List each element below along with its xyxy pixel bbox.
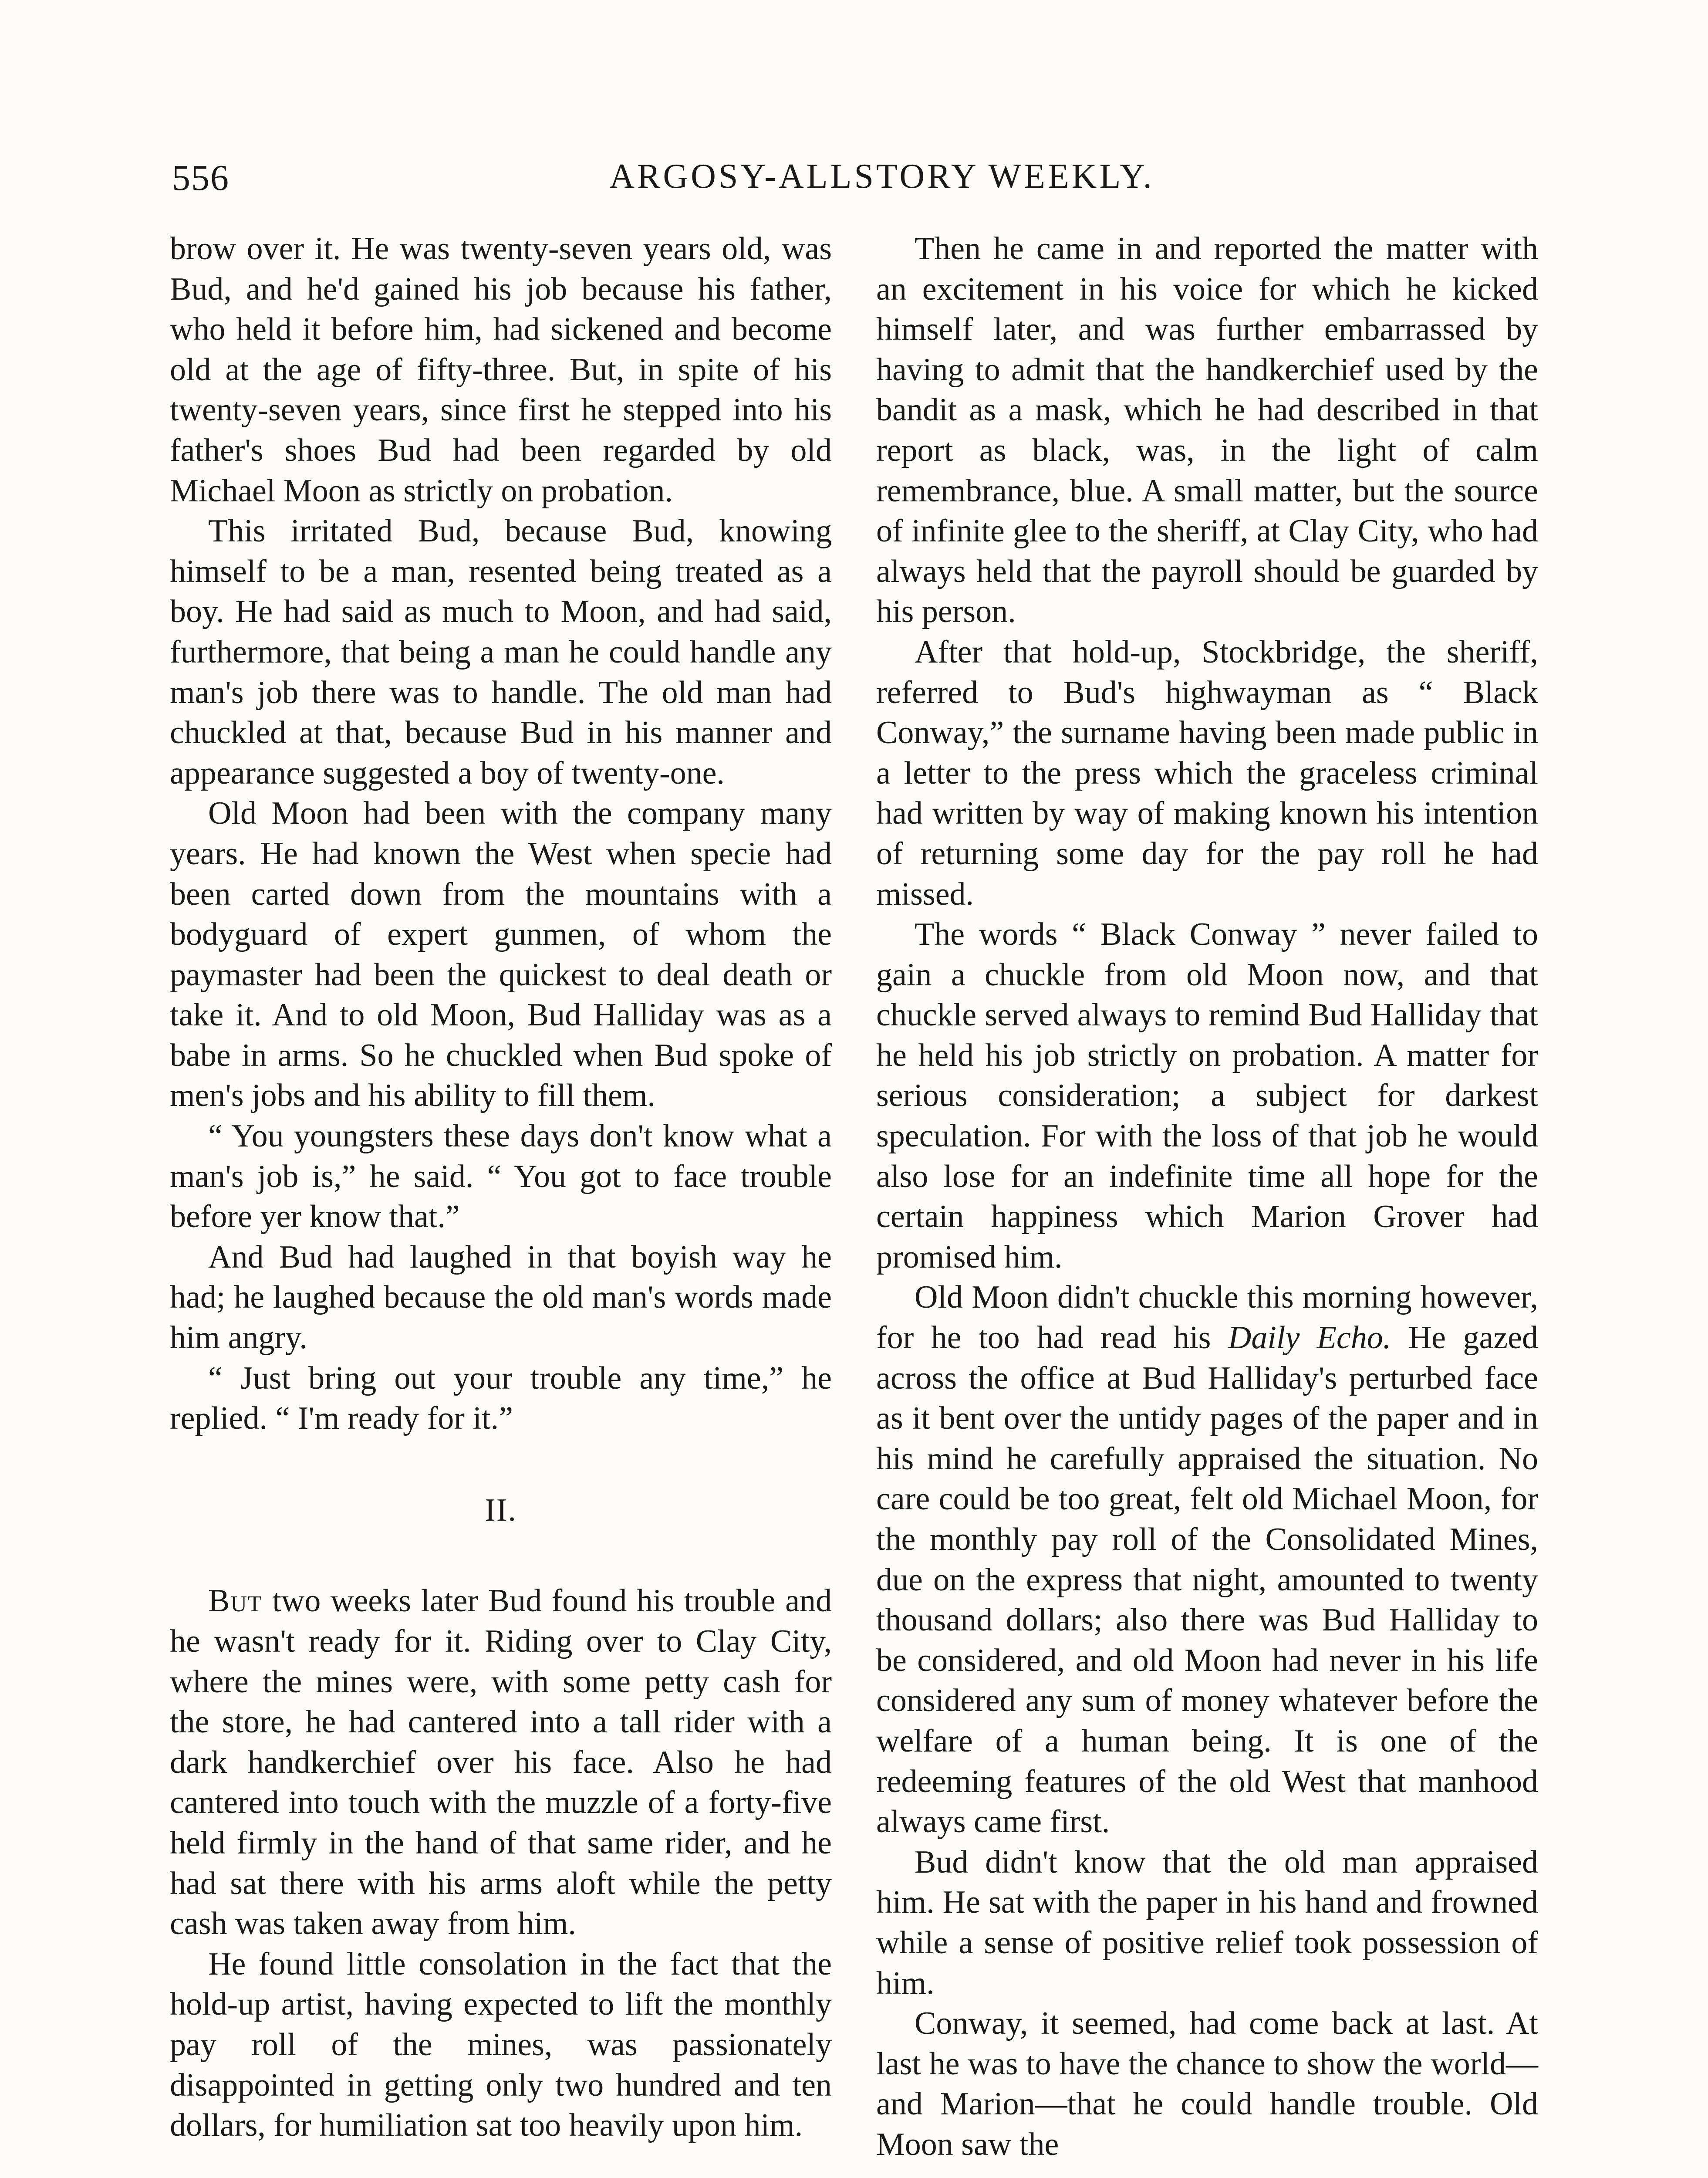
- paragraph: Old Moon had been with the company many years. He had known the West when specie had been carted down from the mountains with a bodyguard of expert gunmen, of whom the paymaster had been the quickest to deal death or take it. And to old Moon, Bud Halliday was as a babe in arms. So he chuckled when Bud spoke of men's jobs and his ability to fill them.: [170, 795, 832, 1114]
- paragraph: Bud didn't know that the old man appraised him. He sat with the paper in his hand and frowned while a sense of positive relief took possession of him.: [876, 1844, 1538, 2001]
- paragraph: After that hold-up, Stockbridge, the sheriff, referred to Bud's highwayman as “ Black Conway,” the surname having been made public in a letter to the press which the graceless criminal had written by way of making known his intention of returning some day for the pay roll he had missed.: [876, 634, 1538, 912]
- paragraph-text: Old Moon didn't chuckle this morning however, for he too had read his: [876, 1279, 1538, 1356]
- paragraph-text: He gazed across the office at Bud Halliday's perturbed face as it bent over the untidy pages of the paper and in his mind he carefully appraised the situation. No care could be too great, felt old Michael Moon, for the monthly pay roll of the Consolidated Mines, due on the express that night, amounted to twenty thousand dollars; also there was Bud Halliday to be considered, and old Moon had never in his life considered any sum of money whatever before the welfare of a human being. It is one of the redeeming features of the old West that manhood always came first.: [876, 1320, 1539, 1840]
- paragraph: brow over it. He was twenty-seven years old, was Bud, and he'd gained his job because his father, who held it before him, had sickened and become old at the age of fifty-three. But, in spite of his twenty-seven years, since first he stepped into his father's shoes Bud had been regarded by old Michael Moon as strictly on probation.: [170, 231, 832, 509]
- paragraph-text: two weeks later Bud found his trouble and he wasn't ready for it. Riding over to Clay City, where the mines were, with some petty cash for the store, he had cantered into a tall rider with a dark handkerchief over his face. Also he had cantered into touch with the muzzle of a forty-five held firmly in the hand of that same rider, and he had sat there with his arms aloft while the petty cash was taken away from him.: [170, 1583, 832, 1942]
- paragraph: “ Just bring out your trouble any time,” he replied. “ I'm ready for it.”: [170, 1360, 832, 1437]
- lead-word: But: [208, 1583, 263, 1619]
- newspaper-name: Daily Echo.: [1228, 1320, 1391, 1356]
- paragraph: This irritated Bud, because Bud, knowing himself to be a man, resented being treated as a boy. He had said as much to Moon, and had said, furthermore, that being a man he could handle any man's job there was to handle. The old man had chuckled at that, because Bud in his manner and appearance suggested a boy of twenty-one.: [170, 513, 832, 791]
- paragraph: Conway, it seemed, had come back at last. At last he was to have the chance to show the world—and Marion—that he could handle trouble. Old Moon saw the: [876, 2006, 1538, 2162]
- page-number: 556: [172, 158, 230, 198]
- paragraph: “ You youngsters these days don't know what a man's job is,” he said. “ You got to face trouble before yer know that.”: [170, 1118, 832, 1235]
- left-column: [170, 229, 832, 2146]
- magazine-title: ARGOSY-ALLSTORY WEEKLY.: [609, 157, 1154, 196]
- paragraph: Then he came in and reported the matter with an excitement in his voice for which he kicked himself later, and was further embarrassed by having to admit that the handkerchief used by the bandit as a mask, which he had described in that report as black, was, in the light of calm remembrance, blue. A small matter, but the source of infinite glee to the sheriff, at Clay City, who had always held that the payroll should be guarded by his person.: [876, 231, 1538, 630]
- paragraph: He found little consolation in the fact that the hold-up artist, having expected to lift the monthly pay roll of the mines, was passionately disappointed in getting only two hundred and ten dollars, for humiliation sat too heavily upon him.: [170, 1946, 832, 2144]
- paragraph: The words “ Black Conway ” never failed to gain a chuckle from old Moon now, and that chuckle served always to remind Bud Halliday that he held his job strictly on probation. A matter for serious consideration; a subject for darkest speculation. For with the loss of that job he would also lose for an indefinite time all hope for the certain happiness which Marion Grover had promised him.: [876, 917, 1538, 1275]
- paragraph: And Bud had laughed in that boyish way he had; he laughed because the old man's words made him angry.: [170, 1239, 832, 1356]
- section-heading: II.: [485, 1492, 517, 1528]
- page-header: [172, 157, 1539, 209]
- right-column: [876, 229, 1538, 2165]
- paragraph: [170, 1581, 832, 1944]
- paragraph: [876, 1277, 1538, 1842]
